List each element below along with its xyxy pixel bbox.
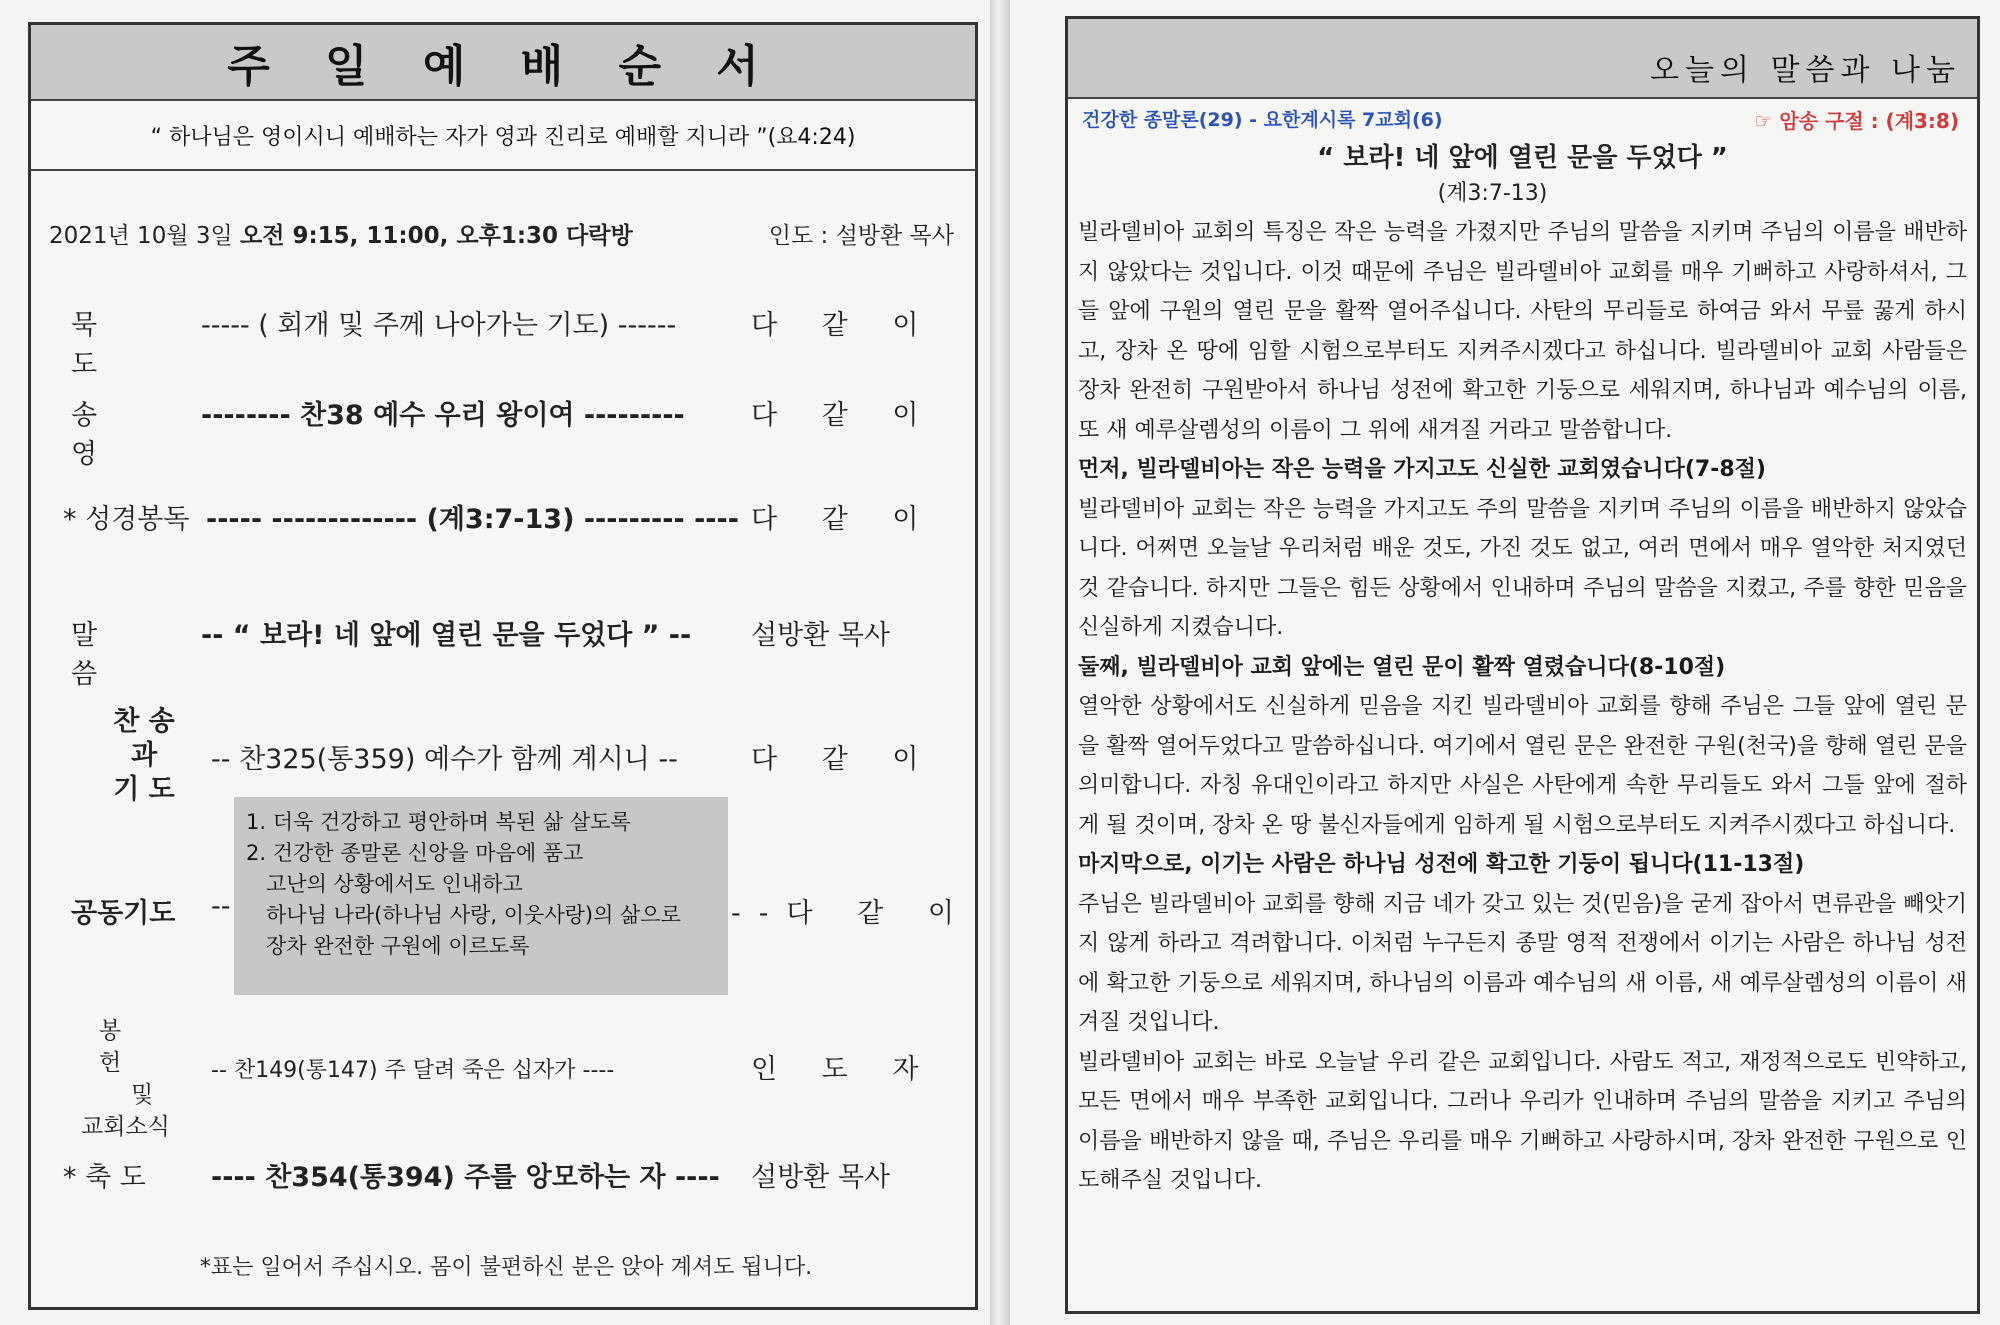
order-item-benediction	[31, 1155, 981, 1195]
service-times: 오전 9:15, 11:00, 오후1:30 다락방	[240, 223, 633, 249]
prayer-topics-box	[234, 797, 728, 995]
memory-verse: ☞ 암송 구절 : (계3:8)	[1754, 109, 1959, 133]
presider: 인도 : 설방환 목사	[768, 223, 954, 249]
sermon-title-bar	[1068, 19, 1977, 99]
order-item-doxology	[31, 393, 981, 470]
sermon-subheading: 먼저, 빌라델비아는 작은 능력을 가지고도 신실한 교회였습니다(7-8절)	[1078, 457, 1766, 482]
order-item-leader: 다 같 이	[751, 744, 937, 775]
page-title: 주 일 예 배 순 서	[227, 41, 779, 92]
order-item-leader: 다 같 이	[751, 504, 937, 535]
order-item-content: ----- ( 회개 및 주께 나아가는 기도) ------	[201, 310, 677, 341]
sermon-subheading: 둘째, 빌라델비아 교회 앞에는 열린 문이 활짝 열렸습니다(8-10절)	[1078, 654, 1726, 680]
order-item-content: -- “ 보라! 네 앞에 열린 문을 두었다 ” --	[201, 620, 692, 651]
sermon-heading: “ 보라! 네 앞에 열린 문을 두었다 ”	[1317, 143, 1728, 173]
prayer-line: 1. 더욱 건강하고 평안하며 복된 삶 살도록	[246, 810, 631, 834]
sermon-paragraph: 주님은 빌라델비아 교회를 향해 지금 네가 갖고 있는 것(믿음)을 굳게 잡아서 면류관을 빼앗기지 않게 하라고 격려합니다. 이처럼 누구든지 종말 영적 전쟁에서 이기는 사람은 하나님 성전에 확고한 기둥으로 세워지며, 하나님의 이름과 예수님의 새 이름, 새 예루살렘성의 이름이 새겨질 것입니다.	[1078, 891, 1967, 1035]
order-item-leader: --다 같 이	[731, 898, 972, 929]
order-item-label: * 축 도	[63, 1162, 146, 1193]
left-page	[0, 0, 990, 1325]
sermon-reference: (계3:7-13)	[1437, 181, 1548, 206]
order-item-content: -- 찬149(통147) 주 달려 죽은 십자가 ----	[211, 1058, 615, 1083]
sermon-paragraph: 빌라델비아 교회의 특징은 작은 능력을 가졌지만 주님의 말씀을 지키며 주님의 이름을 배반하지 않았다는 것입니다. 이것 때문에 주님은 빌라델비아 교회를 매우 기뻐하고 사랑하셔서, 그들 앞에 구원의 열린 문을 활짝 열어주십니다. 사탄의 무리들로 하여금 와서 무릎 꿇게 하시고, 장차 온 땅에 임할 시험으로부터도 지켜주시겠다고 하십니다. 빌라델비아 교회 사람들은 장차 완전히 구원받아서 하나님 성전에 확고한 기둥으로 세워지며, 하나님과 예수님의 이름, 또 새 예루살렘성의 이름이 그 위에 새겨질 거라고 말씀합니다.	[1078, 220, 1967, 443]
order-item-scripture	[31, 497, 981, 537]
order-item-sermon	[31, 613, 981, 690]
order-item-leader: 다 같 이	[751, 400, 937, 431]
section-title: 오늘의 말씀과 나눔	[1650, 53, 1961, 88]
order-item-content: ---- 찬354(통394) 주를 앙모하는 자 ----	[211, 1162, 720, 1193]
order-title-bar	[31, 25, 975, 101]
worship-order-panel	[28, 22, 978, 1310]
order-item-label: 공동기도	[71, 898, 176, 929]
order-item-offering	[31, 1053, 981, 1093]
order-item-leader: 설방환 목사	[751, 620, 890, 651]
service-info	[49, 217, 954, 250]
sermon-panel	[1065, 16, 1980, 1314]
service-date: 2021년 10월 3일	[49, 223, 233, 249]
order-item-label: 송 영	[71, 400, 158, 470]
order-item-leader: 인 도 자	[751, 1054, 937, 1085]
right-page	[1010, 0, 2000, 1325]
order-item-content: --	[211, 891, 231, 922]
order-item-label: 묵 도	[71, 310, 158, 380]
prayer-line: 2. 건강한 종말론 신앙을 마음에 품고	[246, 841, 584, 865]
prayer-line: 고난의 상황에서도 인내하고	[266, 872, 523, 896]
theme-verse: “ 하나님은 영이시니 예배하는 자가 영과 진리로 예배할 지니라 ”(요4:24)	[31, 101, 975, 171]
series-row	[1068, 99, 1977, 133]
sermon-paragraph: 열악한 상황에서도 신실하게 믿음을 지킨 빌라델비아 교회를 향해 주님은 그들 앞에 열린 문을 활짝 열어두었다고 말씀하십니다. 여기에서 열린 문은 완전한 구원(천국)을 향해 열린 문을 의미합니다. 자칭 유대인이라고 하지만 사실은 사탄에게 속한 무리들도 와서 그들 앞에 절하게 될 것이며, 장차 온 땅 불신자들에게 임하게 될 시험으로부터도 지켜주시겠다고 하십니다.	[1078, 694, 1967, 838]
page-fold	[990, 0, 1010, 1325]
sermon-paragraph: 빌라델비아 교회는 작은 능력을 가지고도 주의 말씀을 지키며 주님의 이름을 배반하지 않았습니다. 어쩌면 오늘날 우리처럼 배운 것도, 가진 것도 없고, 여러 면에서 매우 열악한 처지였던 것 같습니다. 하지만 그들은 힘든 상황에서 인내하며 주님의 말씀을 지켰고, 주를 향한 믿음을 신실하게 지켰습니다.	[1078, 496, 1967, 640]
order-item-content: -- 찬325(통359) 예수가 함께 계시니 --	[211, 744, 678, 775]
order-item-silent-prayer	[31, 303, 981, 380]
order-item-leader: 설방환 목사	[751, 1162, 890, 1193]
sermon-body	[1068, 207, 1977, 1201]
prayer-line: 장차 완전한 구원에 이르도록	[266, 934, 530, 958]
offering-announcement-label: 봉 헌 및 교회소식	[81, 1018, 170, 1140]
order-item-content: ----- ------------- (계3:7-13) --------- ----	[206, 504, 739, 535]
order-item-hymn-prayer	[31, 737, 981, 777]
order-item-leader: 다 같 이	[751, 310, 937, 341]
sermon-subheading: 마지막으로, 이기는 사람은 하나님 성전에 확고한 기둥이 됩니다(11-13절)	[1078, 852, 1805, 877]
order-item-label: * 성경봉독	[63, 504, 190, 535]
order-item-content: -------- 찬38 예수 우리 왕이여 ---------	[201, 400, 685, 431]
footer-note: *표는 일어서 주십시오. 몸이 불편하신 분은 앉아 계셔도 됩니다.	[199, 1255, 813, 1280]
series-label: 건강한 종말론(29) - 요한계시록 7교회(6)	[1082, 109, 1443, 131]
order-item-label: 말 씀	[71, 620, 158, 690]
hymn-prayer-label: 찬 송 과 기 도	[113, 706, 175, 805]
prayer-line: 하나님 나라(하나님 사랑, 이웃사랑)의 삶으로	[266, 903, 681, 927]
sermon-paragraph: 빌라델비아 교회는 바로 오늘날 우리 같은 교회입니다. 사람도 적고, 재정적으로도 빈약하고, 모든 면에서 매우 부족한 교회입니다. 그러나 우리가 인내하며 주님의 말씀을 지키고 주님의 이름을 배반하지 않을 때, 주님은 우리를 매우 기뻐하고 사랑하시며, 장차 완전한 구원으로 인도해주실 것입니다.	[1078, 1049, 1967, 1193]
